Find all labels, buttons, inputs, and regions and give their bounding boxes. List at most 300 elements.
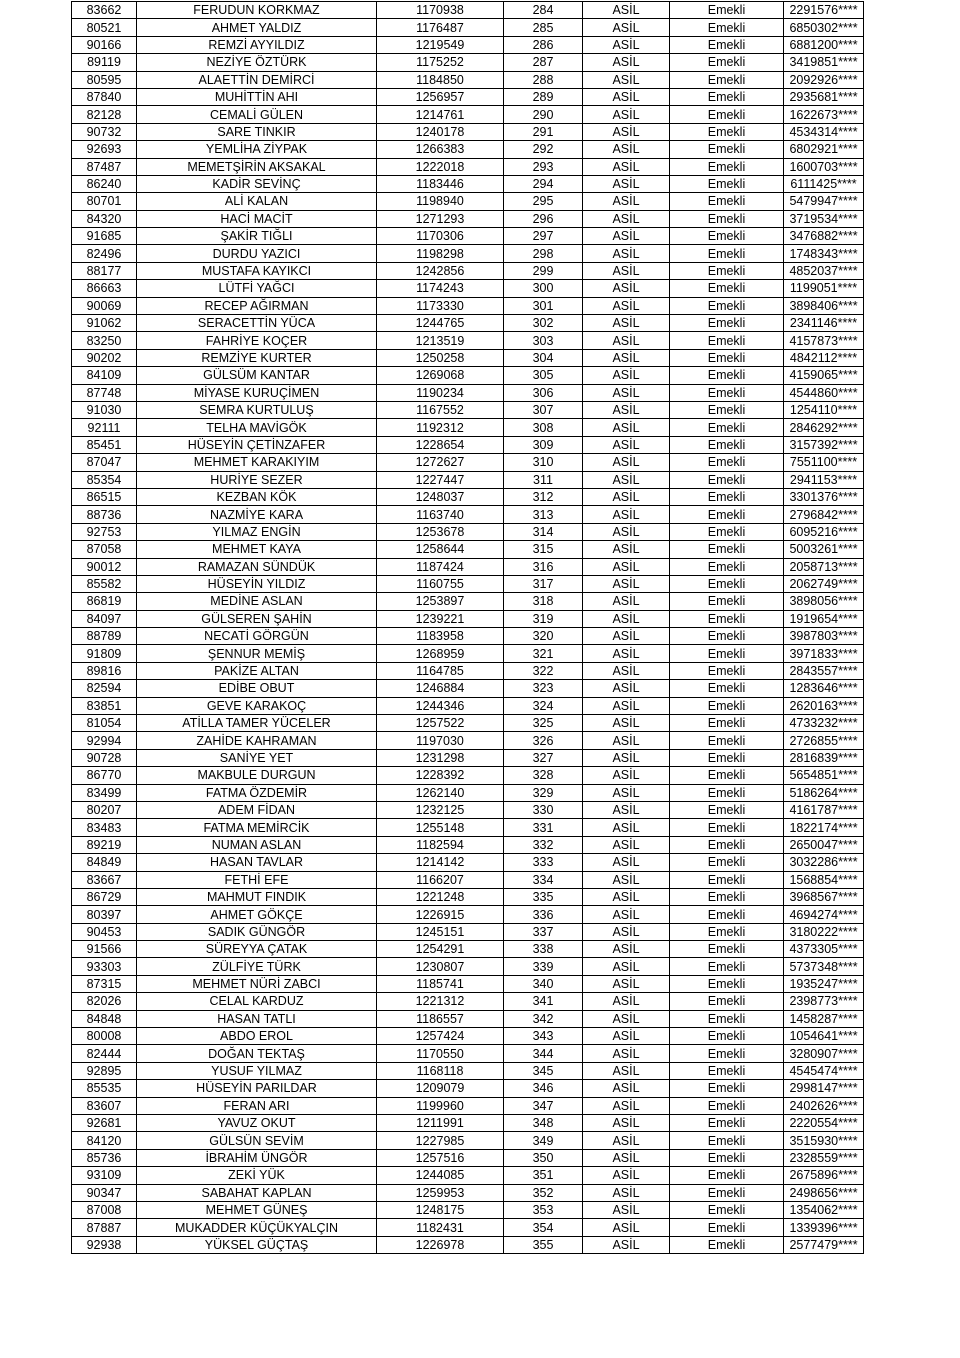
full-name: GÜLSÜN SEVİM [137,1132,377,1149]
category: Emekli [670,175,784,192]
row-number: 90012 [72,558,137,575]
status: ASİL [583,228,670,245]
table-row [72,228,864,245]
rank: 346 [504,1080,583,1097]
full-name: FATMA ÖZDEMİR [137,784,377,801]
application-number: 1231298 [377,749,504,766]
full-name: RAMAZAN SÜNDÜK [137,558,377,575]
row-number: 90166 [72,36,137,53]
row-number: 91062 [72,315,137,332]
rank: 350 [504,1149,583,1166]
masked-id: 3032286**** [784,854,864,871]
application-number: 1255148 [377,819,504,836]
category: Emekli [670,854,784,871]
application-number: 1214761 [377,106,504,123]
row-number: 80207 [72,801,137,818]
row-number: 86515 [72,488,137,505]
table-row [72,1201,864,1218]
category: Emekli [670,715,784,732]
masked-id: 2058713**** [784,558,864,575]
table-row [72,1080,864,1097]
status: ASİL [583,610,670,627]
status: ASİL [583,1219,670,1236]
rank: 312 [504,488,583,505]
masked-id: 1622673**** [784,106,864,123]
row-number: 86240 [72,175,137,192]
rank: 289 [504,88,583,105]
application-number: 1228654 [377,436,504,453]
category: Emekli [670,1097,784,1114]
row-number: 84320 [72,210,137,227]
table-row [72,1236,864,1253]
status: ASİL [583,1132,670,1149]
row-number: 84097 [72,610,137,627]
status: ASİL [583,2,670,19]
full-name: FATMA MEMİRCİK [137,819,377,836]
rank: 302 [504,315,583,332]
category: Emekli [670,871,784,888]
table-row [72,1132,864,1149]
row-number: 85582 [72,575,137,592]
category: Emekli [670,349,784,366]
category: Emekli [670,906,784,923]
full-name: AHMET GÖKÇE [137,906,377,923]
application-number: 1245151 [377,923,504,940]
category: Emekli [670,36,784,53]
full-name: MAHMUT FINDIK [137,888,377,905]
table-row [72,384,864,401]
full-name: RECEP AĞIRMAN [137,297,377,314]
category: Emekli [670,436,784,453]
status: ASİL [583,593,670,610]
masked-id: 6881200**** [784,36,864,53]
rank: 332 [504,836,583,853]
full-name: SARE TINKIR [137,123,377,140]
masked-id: 3280907**** [784,1045,864,1062]
full-name: SEMRA KURTULUŞ [137,401,377,418]
status: ASİL [583,19,670,36]
table-row [72,332,864,349]
status: ASİL [583,1080,670,1097]
table-row [72,436,864,453]
status: ASİL [583,245,670,262]
category: Emekli [670,1184,784,1201]
category: Emekli [670,54,784,71]
category: Emekli [670,367,784,384]
table-row [72,471,864,488]
table-row [72,541,864,558]
rank: 333 [504,854,583,871]
masked-id: 2498656**** [784,1184,864,1201]
status: ASİL [583,471,670,488]
rank: 341 [504,993,583,1010]
masked-id: 2816839**** [784,749,864,766]
table-row [72,1062,864,1079]
masked-id: 1254110**** [784,401,864,418]
masked-id: 3476882**** [784,228,864,245]
application-number: 1183958 [377,628,504,645]
application-number: 1242856 [377,262,504,279]
category: Emekli [670,297,784,314]
status: ASİL [583,819,670,836]
masked-id: 2675896**** [784,1167,864,1184]
table-row [72,575,864,592]
rank: 306 [504,384,583,401]
table-row [72,854,864,871]
row-number: 82026 [72,993,137,1010]
rank: 353 [504,1201,583,1218]
full-name: SERACETTİN YÜCA [137,315,377,332]
table-row [72,280,864,297]
masked-id: 6095216**** [784,523,864,540]
application-number: 1185741 [377,975,504,992]
masked-id: 1199051**** [784,280,864,297]
rank: 336 [504,906,583,923]
application-number: 1182594 [377,836,504,853]
row-number: 92994 [72,732,137,749]
category: Emekli [670,454,784,471]
application-number: 1257516 [377,1149,504,1166]
rank: 287 [504,54,583,71]
category: Emekli [670,158,784,175]
table-row [72,454,864,471]
category: Emekli [670,141,784,158]
category: Emekli [670,123,784,140]
full-name: CEMALİ GÜLEN [137,106,377,123]
status: ASİL [583,280,670,297]
rank: 288 [504,71,583,88]
row-number: 84848 [72,1010,137,1027]
masked-id: 3719534**** [784,210,864,227]
category: Emekli [670,1132,784,1149]
masked-id: 4852037**** [784,262,864,279]
application-number: 1170938 [377,2,504,19]
category: Emekli [670,941,784,958]
status: ASİL [583,1062,670,1079]
rank: 291 [504,123,583,140]
masked-id: 2291576**** [784,2,864,19]
category: Emekli [670,732,784,749]
category: Emekli [670,767,784,784]
application-number: 1253678 [377,523,504,540]
category: Emekli [670,1010,784,1027]
status: ASİL [583,575,670,592]
table-row [72,836,864,853]
application-number: 1163740 [377,506,504,523]
status: ASİL [583,1184,670,1201]
table-row [72,1028,864,1045]
rank: 284 [504,2,583,19]
masked-id: 3180222**** [784,923,864,940]
row-number: 91809 [72,645,137,662]
full-name: FAHRİYE KOÇER [137,332,377,349]
application-number: 1187424 [377,558,504,575]
category: Emekli [670,1028,784,1045]
full-name: ZAHİDE KAHRAMAN [137,732,377,749]
row-number: 88736 [72,506,137,523]
category: Emekli [670,71,784,88]
masked-id: 3987803**** [784,628,864,645]
full-name: KADİR SEVİNÇ [137,175,377,192]
row-number: 87315 [72,975,137,992]
application-number: 1248175 [377,1201,504,1218]
status: ASİL [583,106,670,123]
rank: 296 [504,210,583,227]
status: ASİL [583,158,670,175]
row-number: 93109 [72,1167,137,1184]
application-number: 1230807 [377,958,504,975]
row-number: 82594 [72,680,137,697]
application-number: 1164785 [377,662,504,679]
full-name: AHMET YALDIZ [137,19,377,36]
application-number: 1176487 [377,19,504,36]
rank: 301 [504,297,583,314]
rank: 299 [504,262,583,279]
table-row [72,297,864,314]
rank: 335 [504,888,583,905]
application-number: 1221248 [377,888,504,905]
table-row [72,71,864,88]
rank: 325 [504,715,583,732]
status: ASİL [583,454,670,471]
table-row [72,645,864,662]
full-name: ZEKİ YÜK [137,1167,377,1184]
row-number: 88789 [72,628,137,645]
status: ASİL [583,401,670,418]
row-number: 90728 [72,749,137,766]
table-row [72,732,864,749]
category: Emekli [670,628,784,645]
application-number: 1197030 [377,732,504,749]
table-row [72,1149,864,1166]
table-row [72,158,864,175]
status: ASİL [583,1028,670,1045]
row-number: 85354 [72,471,137,488]
full-name: YÜKSEL GÜÇTAŞ [137,1236,377,1253]
full-name: NECATİ GÖRGÜN [137,628,377,645]
masked-id: 2092926**** [784,71,864,88]
full-name: PAKİZE ALTAN [137,662,377,679]
category: Emekli [670,888,784,905]
application-number: 1170550 [377,1045,504,1062]
rank: 321 [504,645,583,662]
rank: 314 [504,523,583,540]
masked-id: 3301376**** [784,488,864,505]
category: Emekli [670,801,784,818]
masked-id: 5186264**** [784,784,864,801]
application-number: 1226915 [377,906,504,923]
table-row [72,36,864,53]
masked-id: 2998147**** [784,1080,864,1097]
table-row [72,19,864,36]
row-number: 89219 [72,836,137,853]
status: ASİL [583,123,670,140]
full-name: YEMLİHA ZİYPAK [137,141,377,158]
full-name: EDİBE OBUT [137,680,377,697]
category: Emekli [670,610,784,627]
row-number: 92681 [72,1115,137,1132]
masked-id: 3898056**** [784,593,864,610]
status: ASİL [583,906,670,923]
application-number: 1175252 [377,54,504,71]
masked-id: 2398773**** [784,993,864,1010]
category: Emekli [670,1062,784,1079]
category: Emekli [670,749,784,766]
rank: 317 [504,575,583,592]
status: ASİL [583,854,670,871]
application-number: 1214142 [377,854,504,871]
category: Emekli [670,280,784,297]
application-number: 1268959 [377,645,504,662]
table-row [72,2,864,19]
table-row [72,315,864,332]
table-row [72,367,864,384]
masked-id: 3968567**** [784,888,864,905]
rank: 323 [504,680,583,697]
table-row [72,593,864,610]
table-row [72,1167,864,1184]
status: ASİL [583,767,670,784]
row-number: 87887 [72,1219,137,1236]
status: ASİL [583,1201,670,1218]
full-name: HURİYE SEZER [137,471,377,488]
category: Emekli [670,993,784,1010]
table-row [72,88,864,105]
category: Emekli [670,488,784,505]
category: Emekli [670,245,784,262]
row-number: 87487 [72,158,137,175]
row-number: 92895 [72,1062,137,1079]
status: ASİL [583,210,670,227]
rank: 305 [504,367,583,384]
table-row [72,888,864,905]
full-name: SADIK GÜNGÖR [137,923,377,940]
full-name: SÜREYYA ÇATAK [137,941,377,958]
row-number: 84109 [72,367,137,384]
rank: 303 [504,332,583,349]
table-row [72,871,864,888]
row-number: 87840 [72,88,137,105]
rank: 293 [504,158,583,175]
full-name: YUSUF YILMAZ [137,1062,377,1079]
row-number: 86663 [72,280,137,297]
row-number: 86729 [72,888,137,905]
full-name: MEHMET KARAKIYIM [137,454,377,471]
rank: 355 [504,1236,583,1253]
status: ASİL [583,975,670,992]
category: Emekli [670,784,784,801]
application-number: 1198298 [377,245,504,262]
masked-id: 1935247**** [784,975,864,992]
application-number: 1256957 [377,88,504,105]
table-row [72,801,864,818]
category: Emekli [670,471,784,488]
masked-id: 1748343**** [784,245,864,262]
status: ASİL [583,141,670,158]
rank: 347 [504,1097,583,1114]
row-number: 92753 [72,523,137,540]
masked-id: 2941153**** [784,471,864,488]
table-row [72,506,864,523]
rank: 295 [504,193,583,210]
row-number: 91030 [72,401,137,418]
application-number: 1244085 [377,1167,504,1184]
status: ASİL [583,1236,670,1253]
application-number: 1244765 [377,315,504,332]
application-number: 1227985 [377,1132,504,1149]
rank: 322 [504,662,583,679]
masked-id: 1568854**** [784,871,864,888]
rank: 342 [504,1010,583,1027]
status: ASİL [583,1045,670,1062]
masked-id: 1339396**** [784,1219,864,1236]
rank: 340 [504,975,583,992]
table-row [72,1219,864,1236]
full-name: MEMETŞİRİN AKSAKAL [137,158,377,175]
masked-id: 4159065**** [784,367,864,384]
full-name: MUKADDER KÜÇÜKYALÇIN [137,1219,377,1236]
masked-id: 2620163**** [784,697,864,714]
rank: 344 [504,1045,583,1062]
status: ASİL [583,558,670,575]
masked-id: 1458287**** [784,1010,864,1027]
full-name: GEVE KARAKOÇ [137,697,377,714]
masked-id: 2220554**** [784,1115,864,1132]
full-name: NAZMİYE KARA [137,506,377,523]
masked-id: 4157873**** [784,332,864,349]
masked-id: 6802921**** [784,141,864,158]
category: Emekli [670,262,784,279]
table-row [72,419,864,436]
rank: 354 [504,1219,583,1236]
full-name: MEHMET NÜRİ ZABCI [137,975,377,992]
row-number: 80521 [72,19,137,36]
category: Emekli [670,1167,784,1184]
table-row [72,819,864,836]
row-number: 93303 [72,958,137,975]
masked-id: 2328559**** [784,1149,864,1166]
status: ASİL [583,541,670,558]
application-number: 1166207 [377,871,504,888]
full-name: HÜSEYİN PARILDAR [137,1080,377,1097]
table-row [72,628,864,645]
row-number: 87058 [72,541,137,558]
status: ASİL [583,384,670,401]
masked-id: 5737348**** [784,958,864,975]
full-name: ŞENNUR MEMİŞ [137,645,377,662]
full-name: FERAN ARI [137,1097,377,1114]
table-row [72,349,864,366]
rank: 345 [504,1062,583,1079]
status: ASİL [583,1115,670,1132]
status: ASİL [583,662,670,679]
rank: 351 [504,1167,583,1184]
rank: 298 [504,245,583,262]
row-number: 83667 [72,871,137,888]
application-number: 1262140 [377,784,504,801]
masked-id: 2341146**** [784,315,864,332]
full-name: LÜTFİ YAĞCI [137,280,377,297]
row-number: 90202 [72,349,137,366]
masked-id: 5003261**** [784,541,864,558]
table-row [72,1115,864,1132]
masked-id: 6111425**** [784,175,864,192]
application-number: 1244346 [377,697,504,714]
application-number: 1250258 [377,349,504,366]
row-number: 90069 [72,297,137,314]
application-number: 1160755 [377,575,504,592]
status: ASİL [583,1149,670,1166]
